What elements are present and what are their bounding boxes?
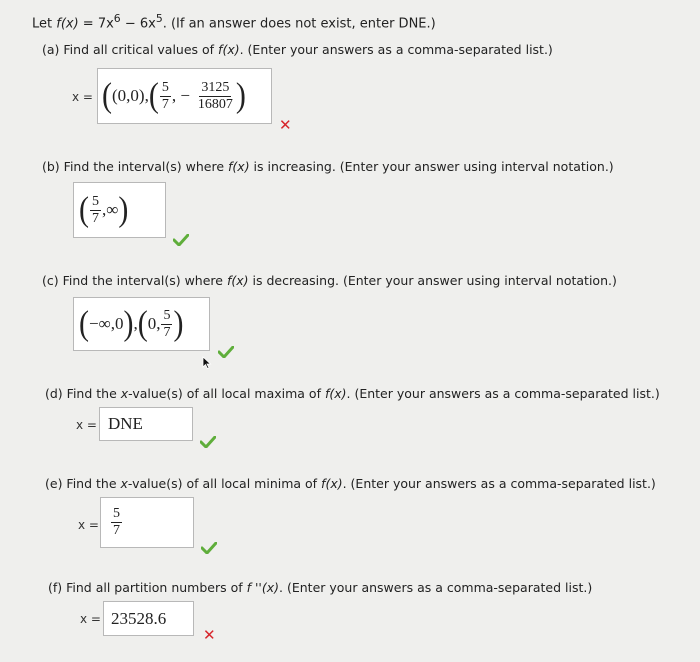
question-e: (e) Find the x-value(s) of all local minima of f(x). (Enter your answers as a comma-separated list.) <box>45 476 656 491</box>
check-icon <box>218 346 234 358</box>
answer-prefix-f: x = <box>80 612 101 626</box>
mouse-cursor-icon <box>202 356 212 369</box>
answer-field-f[interactable]: 23528.6 <box>103 601 194 636</box>
answer-prefix-a: x = <box>72 90 93 104</box>
question-c: (c) Find the interval(s) where f(x) is decreasing. (Enter your answer using interval notation.) <box>42 273 617 288</box>
answer-field-a[interactable]: ( (0,0), ( $\frac{5}{7}$ , − $\frac{3125}{16807}$ ) <box>97 68 272 124</box>
question-b: (b) Find the interval(s) where f(x) is increasing. (Enter your answer using interval notation.) <box>42 159 614 174</box>
question-a: (a) Find all critical values of f(x). (Enter your answers as a comma-separated list.) <box>42 42 553 57</box>
check-icon <box>200 436 216 448</box>
answer-field-e[interactable]: $\frac{5}{7}$ <box>100 497 194 548</box>
check-icon <box>173 234 189 246</box>
answer-field-d[interactable]: DNE <box>99 407 193 441</box>
question-d: (d) Find the x-value(s) of all local maxima of f(x). (Enter your answers as a comma-separated list.) <box>45 386 660 401</box>
answer-prefix-d: x = <box>76 418 97 432</box>
question-f: (f) Find all partition numbers of f ''(x). (Enter your answers as a comma-separated list.) <box>48 580 593 595</box>
check-icon <box>201 542 217 554</box>
answer-field-b[interactable]: ( $\frac{5}{7}$ ,∞ ) <box>73 182 166 238</box>
problem-statement: Let $f(x) = 7x^6 - 6x^5$. (If an answer does not exist, enter DNE.) <box>32 12 436 32</box>
answer-prefix-e: x = <box>78 518 99 532</box>
answer-field-c[interactable]: ( −∞,0 ) , ( 0, $\frac{5}{7}$ ) <box>73 297 210 351</box>
x-icon: ✕ <box>279 116 292 134</box>
x-icon: ✕ <box>203 626 216 644</box>
